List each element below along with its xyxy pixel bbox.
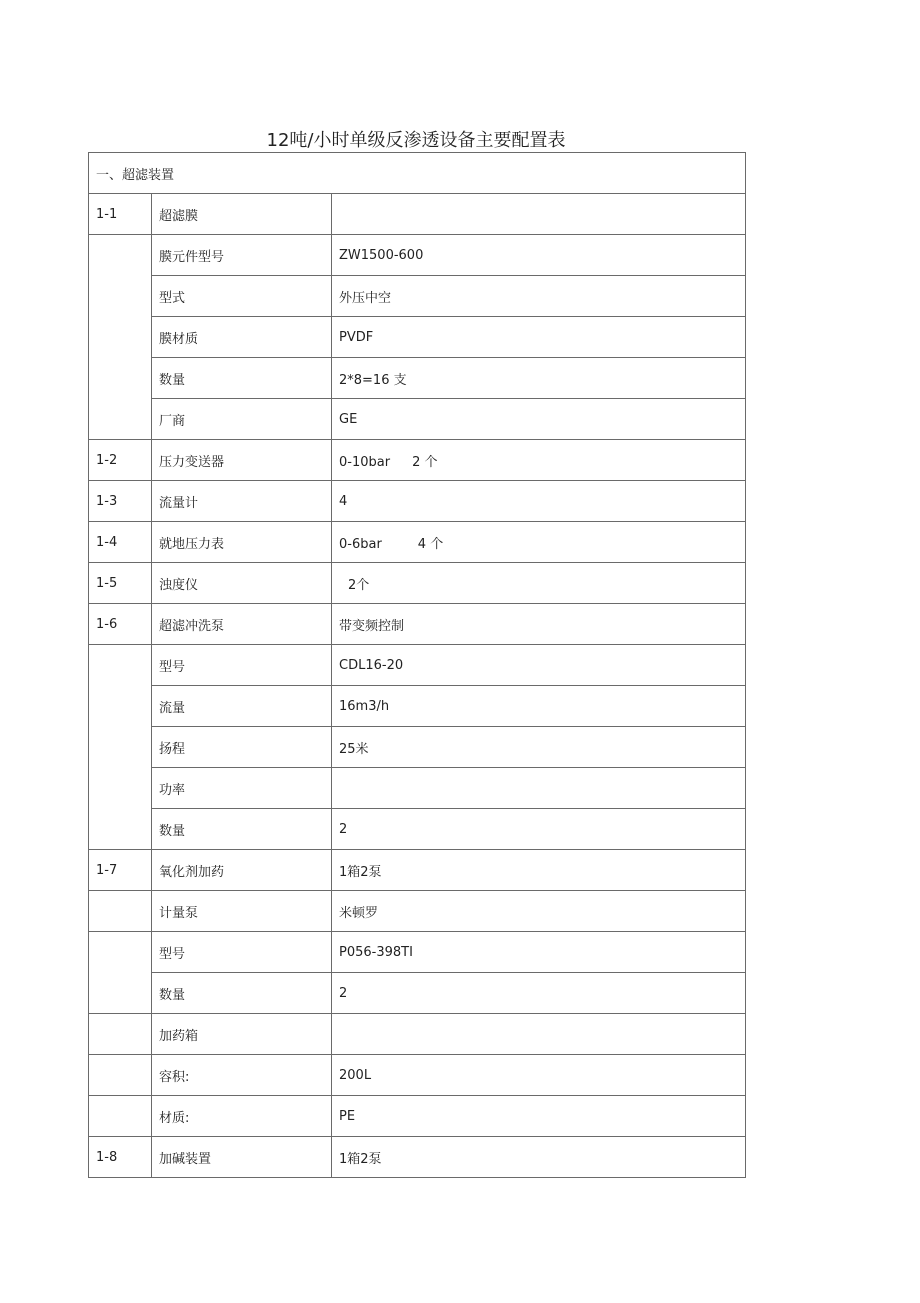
table-row bbox=[89, 563, 746, 604]
row-number: 1-1 bbox=[89, 194, 152, 235]
item-name: 加碱装置 bbox=[152, 1137, 332, 1178]
item-value: 米顿罗 bbox=[332, 891, 746, 932]
section-header-row bbox=[89, 153, 746, 194]
item-value: PE bbox=[332, 1096, 746, 1137]
item-name: 型号 bbox=[152, 645, 332, 686]
item-value: P056-398TI bbox=[332, 932, 746, 973]
table-row bbox=[89, 235, 746, 276]
table-row bbox=[89, 727, 746, 768]
item-name: 浊度仪 bbox=[152, 563, 332, 604]
table-row bbox=[89, 891, 746, 932]
table-row bbox=[89, 1096, 746, 1137]
table-row bbox=[89, 440, 746, 481]
row-number-empty bbox=[89, 645, 152, 850]
item-value: 1箱2泵 bbox=[332, 1137, 746, 1178]
table-row bbox=[89, 1055, 746, 1096]
item-name: 数量 bbox=[152, 358, 332, 399]
table-row bbox=[89, 768, 746, 809]
item-name: 氧化剂加药 bbox=[152, 850, 332, 891]
item-value bbox=[332, 563, 746, 604]
item-value: ZW1500-600 bbox=[332, 235, 746, 276]
row-number: 1-3 bbox=[89, 481, 152, 522]
table-row bbox=[89, 358, 746, 399]
row-number-empty bbox=[89, 891, 152, 932]
item-value bbox=[332, 522, 746, 563]
table-row bbox=[89, 481, 746, 522]
table-row bbox=[89, 850, 746, 891]
row-number-empty bbox=[89, 932, 152, 1014]
table-row bbox=[89, 932, 746, 973]
item-name: 材质: bbox=[152, 1096, 332, 1137]
item-name: 功率 bbox=[152, 768, 332, 809]
item-value-range: 0-10bar bbox=[339, 454, 391, 470]
item-value-count: 2 个 bbox=[412, 454, 438, 470]
item-value: 2*8=16 支 bbox=[332, 358, 746, 399]
document-title: 12吨/小时单级反渗透设备主要配置表 bbox=[266, 130, 566, 151]
item-value: 外压中空 bbox=[332, 276, 746, 317]
table-row bbox=[89, 645, 746, 686]
item-name: 计量泵 bbox=[152, 891, 332, 932]
item-value-text: 2个 bbox=[348, 577, 370, 593]
item-value bbox=[332, 1014, 746, 1055]
item-value bbox=[332, 440, 746, 481]
item-name: 型式 bbox=[152, 276, 332, 317]
row-number-empty bbox=[89, 235, 152, 440]
configuration-table bbox=[88, 152, 746, 1178]
table-row bbox=[89, 1014, 746, 1055]
item-name: 数量 bbox=[152, 973, 332, 1014]
item-name: 扬程 bbox=[152, 727, 332, 768]
table-row bbox=[89, 686, 746, 727]
item-name: 厂商 bbox=[152, 399, 332, 440]
item-name: 膜材质 bbox=[152, 317, 332, 358]
item-value: 1箱2泵 bbox=[332, 850, 746, 891]
table-row bbox=[89, 809, 746, 850]
item-value-range: 0-6bar bbox=[339, 536, 382, 552]
item-name: 压力变送器 bbox=[152, 440, 332, 481]
item-name: 加药箱 bbox=[152, 1014, 332, 1055]
item-name: 就地压力表 bbox=[152, 522, 332, 563]
row-number: 1-5 bbox=[89, 563, 152, 604]
item-value: PVDF bbox=[332, 317, 746, 358]
table-row bbox=[89, 399, 746, 440]
row-number: 1-8 bbox=[89, 1137, 152, 1178]
row-number: 1-6 bbox=[89, 604, 152, 645]
table-row bbox=[89, 317, 746, 358]
item-value: 25米 bbox=[332, 727, 746, 768]
item-name: 流量 bbox=[152, 686, 332, 727]
table-row bbox=[89, 973, 746, 1014]
item-value: 200L bbox=[332, 1055, 746, 1096]
item-value-count: 4 个 bbox=[417, 536, 444, 552]
table-row bbox=[89, 276, 746, 317]
item-value bbox=[332, 768, 746, 809]
table-row bbox=[89, 604, 746, 645]
item-value: CDL16-20 bbox=[332, 645, 746, 686]
item-name: 型号 bbox=[152, 932, 332, 973]
item-name: 膜元件型号 bbox=[152, 235, 332, 276]
table-row bbox=[89, 1137, 746, 1178]
item-value: 2 bbox=[332, 973, 746, 1014]
row-number-empty bbox=[89, 1096, 152, 1137]
item-value: 2 bbox=[332, 809, 746, 850]
table-row bbox=[89, 194, 746, 235]
row-number: 1-4 bbox=[89, 522, 152, 563]
item-name: 流量计 bbox=[152, 481, 332, 522]
row-number-empty bbox=[89, 1014, 152, 1055]
item-value: GE bbox=[332, 399, 746, 440]
item-name: 超滤膜 bbox=[152, 194, 332, 235]
row-number: 1-2 bbox=[89, 440, 152, 481]
table-row bbox=[89, 522, 746, 563]
item-value: 4 bbox=[332, 481, 746, 522]
section-header: 一、超滤装置 bbox=[89, 153, 746, 194]
item-value bbox=[332, 194, 746, 235]
item-name: 数量 bbox=[152, 809, 332, 850]
item-value: 16m3/h bbox=[332, 686, 746, 727]
item-value: 带变频控制 bbox=[332, 604, 746, 645]
row-number-empty bbox=[89, 1055, 152, 1096]
row-number: 1-7 bbox=[89, 850, 152, 891]
item-name: 超滤冲洗泵 bbox=[152, 604, 332, 645]
item-name: 容积: bbox=[152, 1055, 332, 1096]
